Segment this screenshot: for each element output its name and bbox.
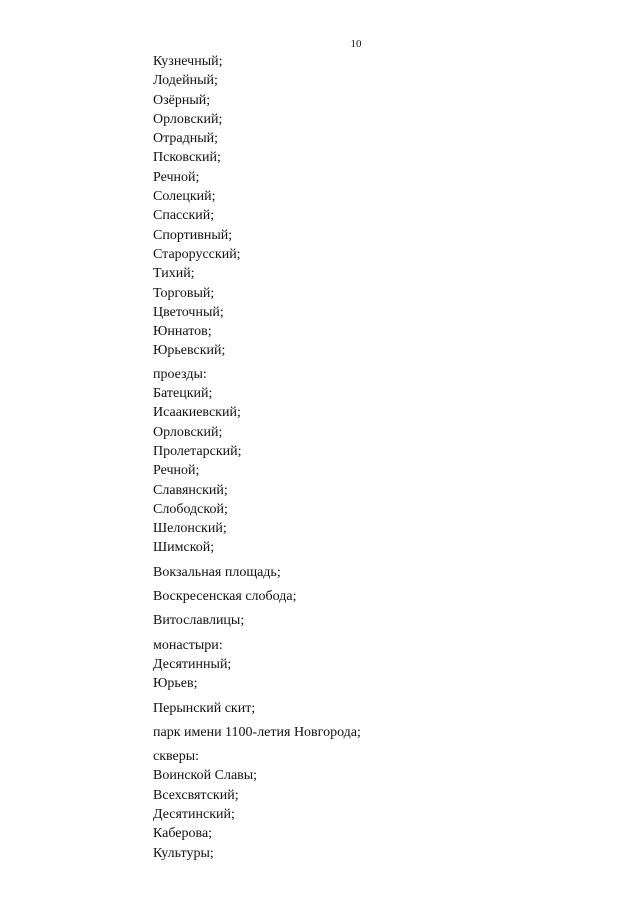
- section-heading-monastyri: монастыри:: [153, 637, 223, 653]
- text-line: Всехсвятский;: [153, 787, 239, 803]
- text-line: Тихий;: [153, 266, 195, 282]
- page-number: 10: [350, 38, 362, 50]
- text-line: Перынский скит;: [153, 700, 256, 716]
- text-line: Отрадный;: [153, 131, 219, 147]
- text-line: Шелонский;: [153, 521, 227, 537]
- text-line: Лодейный;: [153, 73, 218, 89]
- text-line: парк имени 1100-летия Новгорода;: [153, 724, 361, 740]
- text-line: Псковский;: [153, 150, 221, 166]
- text-line: Воскресенская слобода;: [153, 589, 297, 605]
- text-line: Славянский;: [153, 482, 228, 498]
- text-line: Культуры;: [153, 845, 214, 861]
- text-line: Речной;: [153, 463, 200, 479]
- text-line: Речной;: [153, 169, 200, 185]
- text-line: Десятинский;: [153, 806, 235, 822]
- text-line: Спортивный;: [153, 227, 233, 243]
- text-line: Юннатов;: [153, 324, 212, 340]
- text-line: Каберова;: [153, 826, 213, 842]
- text-line: Юрьев;: [153, 676, 198, 692]
- text-line: Кузнечный;: [153, 54, 223, 69]
- section-heading-proezdy: проезды:: [153, 366, 207, 382]
- text-line: Орловский;: [153, 111, 223, 127]
- text-line: Батецкий;: [153, 386, 213, 402]
- text-line: Юрьевский;: [153, 343, 226, 359]
- text-line: Спасский;: [153, 208, 215, 224]
- text-line: Слободской;: [153, 501, 228, 517]
- text-line: Солецкий;: [153, 189, 216, 205]
- text-line: Витославлицы;: [153, 613, 245, 629]
- text-line: Торговый;: [153, 285, 215, 301]
- section-heading-skvery: скверы:: [153, 749, 200, 765]
- text-line: Исаакиевский;: [153, 405, 241, 421]
- text-line: Орловский;: [153, 424, 223, 440]
- text-line: Озёрный;: [153, 92, 211, 108]
- document-body: [153, 52, 613, 863]
- text-line: Десятинный;: [153, 656, 232, 672]
- text-line: Шимской;: [153, 540, 215, 556]
- text-line: Старорусский;: [153, 246, 241, 262]
- text-line: Вокзальная площадь;: [153, 564, 281, 580]
- text-line: Воинской Славы;: [153, 768, 258, 784]
- text-line: Пролетарский;: [153, 443, 242, 459]
- text-line: Цветочный;: [153, 304, 224, 320]
